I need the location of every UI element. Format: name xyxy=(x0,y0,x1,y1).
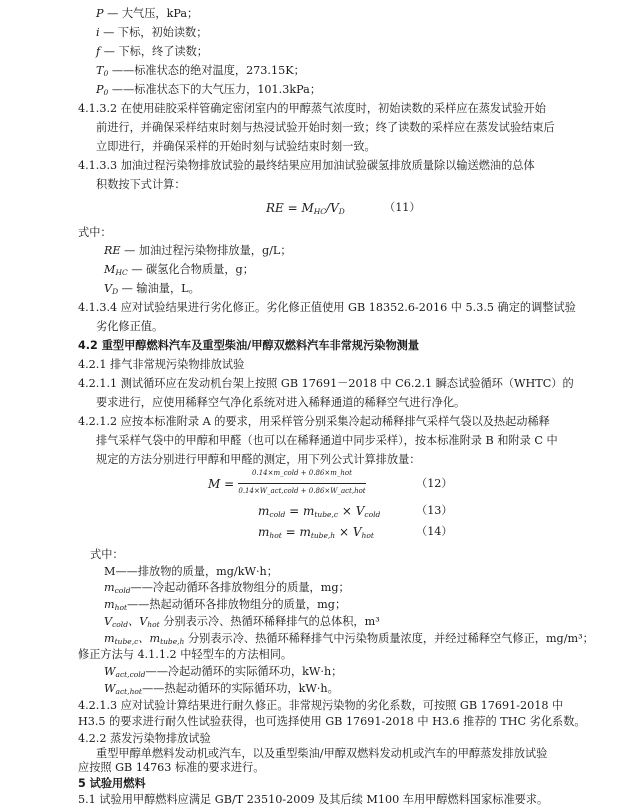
var-def-mhc: $M_{HC}$ — 碳氢化合物质量，g； xyxy=(104,263,254,277)
para-4134-line2: 劣化修正值。 xyxy=(96,320,164,333)
var-def-mtube-line2: 修正方法与 4.1.1.2 中轻型车的方法相同。 xyxy=(78,648,293,662)
para-4132-line3: 立即进行，并确保采样的开始时刻与试验结束时刻一致。 xyxy=(96,140,376,153)
section-heading-4-2-2: 4.2.2 蒸发污染物排放试验 xyxy=(78,731,211,745)
var-def-m: M——排放物的质量，mg/kW·h； xyxy=(104,564,278,578)
var-def-initial: i — 下标，初始读数； xyxy=(96,26,208,39)
section-heading-4-2-1: 4.2.1 排气非常规污染物排放试验 xyxy=(78,358,245,371)
var-def-wacthot: $W_{act,hot}——$热起动循环的实际循环功，kW·h。 xyxy=(104,681,339,696)
equation-12-denominator: 0.14×W_act,cold + 0.86×W_act,hot xyxy=(238,487,366,495)
para-4212-line1: 4.2.1.2 应按本标准附录 A 的要求，用采样管分别采集冷起动稀释排气采样气袋以及热起动稀释 xyxy=(78,415,550,428)
section-heading-5: 5 试验用燃料 xyxy=(78,776,146,790)
var-def-vd: $V_D$ — 输油量，L。 xyxy=(104,282,200,296)
equation-12-lhs: M = xyxy=(208,477,235,491)
para-4213-line2: H3.5 的要求进行耐久性试验获得，也可选择使用 GB 17691-2018 中 H3.6 推荐的 THC 劣化系数。 xyxy=(78,715,586,729)
para-4212-line2: 排气采样气袋中的甲醇和甲醛（也可以在稀释通道中同步采样），按本标准附录 B 和附录 C 中 xyxy=(96,434,558,447)
equation-13: $m_{cold} = m_{tube,c} \times V_{cold}$ xyxy=(258,504,381,519)
para-4133-line2: 积数按下式计算： xyxy=(96,178,186,191)
equation-14: $m_{hot} = m_{tube,h} \times V_{hot}$ xyxy=(258,525,374,540)
para-4134-line1: 4.1.3.4 应对试验结果进行劣化修正。劣化修正值使用 GB 18352.6-2016 中 5.3.5 确定的调整试验 xyxy=(78,301,576,314)
var-def-mhot: $m_{hot}——$热起动循环各排放物组分的质量，mg； xyxy=(104,598,347,613)
var-def-p0: $P_0$ ——标准状态下的大气压力，101.3kPa； xyxy=(96,83,322,97)
equation-11-number: （11） xyxy=(384,201,421,214)
equation-12-fraction-bar xyxy=(238,483,366,484)
equation-12-numerator: 0.14×m_cold + 0.86×m_hot xyxy=(252,469,352,477)
para-4132-line2: 前进行，并确保采样结束时刻与热浸试验开始时刻一致；终了读数的采样应在蒸发试验结束后 xyxy=(96,121,555,134)
para-4212-line3: 规定的方法分别进行甲醇和甲醛的测定，用下列公式计算排放量： xyxy=(96,453,421,466)
equation-11: RE = $M_{HC}/V_D$ xyxy=(266,201,345,216)
para-4213-line1: 4.2.1.3 应对试验计算结果进行耐久修正。非常规污染物的劣化系数，可按照 GB 17691-2018 中 xyxy=(78,698,564,712)
para-4133-line1: 4.1.3.3 加油过程污染物排放试验的最终结果应用加油试验碳氢排放质量除以输送燃油的总体 xyxy=(78,159,535,172)
equation-12-number: （12） xyxy=(416,477,453,490)
var-def-mcold: $m_{cold}——$冷起动循环各排放物组分的质量，mg； xyxy=(104,581,350,596)
para-5-1: 5.1 试验用甲醇燃料应满足 GB/T 23510-2009 及其后续 M100 车用甲醇燃料国家标准要求。 xyxy=(78,792,549,806)
equation-13-number: （13） xyxy=(416,504,453,517)
var-def-final: f — 下标，终了读数； xyxy=(96,45,208,58)
para-4211-line2: 要求进行，应使用稀释空气净化系统对进入稀释通道的稀释空气进行净化。 xyxy=(96,396,466,409)
where-label-2: 式中： xyxy=(90,548,124,562)
var-def-mtube: $m_{tube,c}$、$m_{tube,h}$ 分别表示冷、热循环稀释排气中污染物质量浓度，并经过稀释空气修正，mg/m³； xyxy=(104,631,594,646)
equation-14-number: （14） xyxy=(416,525,453,538)
where-label-1: 式中： xyxy=(78,226,112,239)
para-4211-line1: 4.2.1.1 测试循环应在发动机台架上按照 GB 17691－2018 中 C6.2.1 瞬态试验循环（WHTC）的 xyxy=(78,377,574,390)
var-def-vcold-vhot: $V_{cold}$、$V_{hot}$ 分别表示冷、热循环稀释排气的总体积，m³ xyxy=(104,614,380,629)
var-def-pressure: P — 大气压，kPa； xyxy=(96,7,199,20)
var-def-re: RE — 加油过程污染物排放量，g/L； xyxy=(104,244,292,257)
para-4132-line1: 4.1.3.2 在使用硅胶采样管确定密闭室内的甲醇蒸气浓度时，初始读数的采样应在蒸发试验开始 xyxy=(78,102,546,115)
var-def-t0: $T_0$ ——标准状态的绝对温度，273.15K； xyxy=(96,64,305,78)
para-422-line1: 重型甲醇单燃料发动机或汽车，以及重型柴油/甲醇双燃料发动机或汽车的甲醇蒸发排放试验 xyxy=(96,746,548,760)
var-def-wactcold: $W_{act,cold}——$冷起动循环的实际循环功，kW·h； xyxy=(104,665,343,680)
section-heading-4-2: 4.2 重型甲醇燃料汽车及重型柴油/甲醇双燃料汽车非常规污染物测量 xyxy=(78,339,420,352)
para-422-line2: 应按照 GB 14763 标准的要求进行。 xyxy=(78,761,265,774)
